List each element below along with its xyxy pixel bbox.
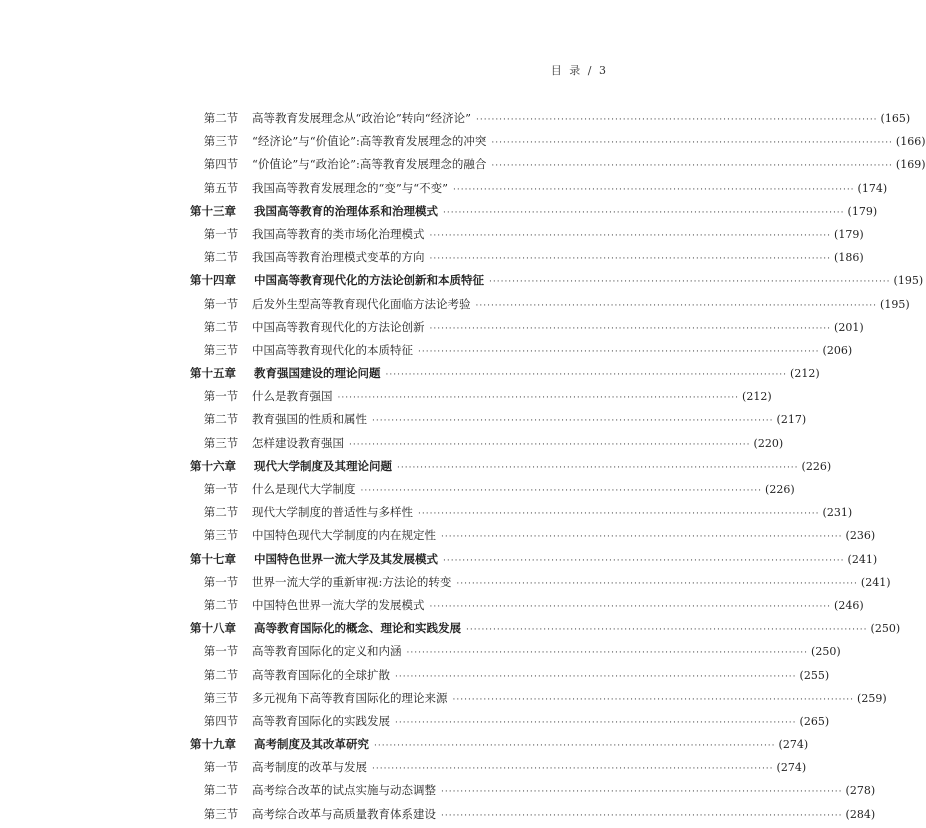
toc-section-row[interactable]: [190, 756, 807, 779]
toc-entry-title: 教育强国的性质和属性: [252, 412, 367, 427]
toc-entry-label: 第一节: [203, 389, 239, 404]
dot-leader: [430, 596, 832, 619]
toc-entry-label: 第三节: [203, 134, 239, 149]
toc-entry-title: 现代大学制度的普适性与多样性: [252, 505, 413, 520]
dot-leader: [349, 434, 751, 457]
toc-entry-label: 第一节: [203, 226, 239, 241]
toc-entry-label: 第二节: [203, 505, 239, 520]
toc-page-number: (165): [880, 112, 911, 125]
toc-section-row[interactable]: [190, 594, 864, 617]
running-header: 目 录 / 3: [550, 64, 608, 77]
toc-page-number: (174): [857, 181, 888, 195]
toc-chapter-row[interactable]: [190, 548, 878, 571]
toc-entry-title: 中国特色世界一流大学的发展模式: [252, 597, 425, 612]
toc-page-number: (217): [776, 413, 807, 427]
toc-page-number: (195): [893, 274, 924, 288]
toc-section-row[interactable]: [190, 130, 926, 153]
toc-section-row[interactable]: [190, 664, 830, 687]
toc-page-number: (186): [834, 251, 864, 265]
dot-leader: [456, 573, 858, 596]
toc-page-number: (179): [847, 204, 878, 218]
toc-entry-title: 高等教育国际化的实践发展: [252, 713, 390, 728]
toc-page-number: (226): [765, 483, 795, 496]
toc-entry-title: 高考综合改革的试点实施与动态调整: [252, 783, 436, 798]
toc-section-row[interactable]: [190, 408, 807, 431]
toc-entry-label: 第三节: [203, 690, 239, 705]
toc-entry-label: 第二节: [203, 667, 239, 682]
table-of-contents: [190, 107, 926, 826]
toc-entry-label: 第二节: [203, 783, 239, 798]
toc-page-number: (179): [834, 227, 864, 241]
toc-section-row[interactable]: [190, 177, 888, 200]
toc-chapter-row[interactable]: [190, 455, 832, 478]
toc-entry-label: 第一节: [203, 296, 239, 311]
toc-entry-title: “价值论”与“政治论”:高等教育发展理念的融合: [252, 157, 487, 172]
toc-page-number: (255): [799, 668, 830, 682]
toc-section-row[interactable]: [190, 293, 910, 316]
toc-section-row[interactable]: [190, 501, 853, 524]
toc-entry-title: 中国高等教育现代化的方法论创新: [252, 319, 425, 334]
toc-section-row[interactable]: [190, 803, 876, 826]
toc-page-number: (246): [834, 598, 864, 612]
toc-page-number: (241): [860, 575, 891, 589]
toc-entry-label: 第十七章: [190, 551, 236, 566]
toc-section-row[interactable]: [190, 640, 841, 663]
toc-entry-title: 怎样建设教育强国: [252, 435, 344, 450]
toc-entry-title: 高等教育国际化的定义和内涵: [252, 644, 402, 659]
dot-leader: [476, 109, 878, 132]
toc-entry-title: 什么是现代大学制度: [252, 482, 356, 496]
toc-entry-label: 第四节: [203, 713, 239, 728]
dot-leader: [453, 179, 855, 202]
toc-entry-label: 第十九章: [190, 737, 236, 752]
toc-section-row[interactable]: [190, 316, 864, 339]
toc-entry-label: 第一节: [203, 760, 239, 775]
toc-entry-label: 第十四章: [190, 273, 236, 288]
dot-leader: [395, 666, 797, 689]
toc-section-row[interactable]: [190, 432, 784, 455]
toc-page-number: (220): [753, 436, 784, 450]
toc-section-row[interactable]: [190, 687, 887, 710]
dot-leader: [489, 271, 891, 294]
toc-section-row[interactable]: [190, 153, 926, 176]
toc-page-number: (265): [799, 714, 830, 728]
toc-section-row[interactable]: [190, 385, 772, 408]
toc-section-row[interactable]: [190, 710, 830, 733]
toc-entry-label: 第十五章: [190, 366, 236, 381]
dot-leader: [407, 642, 809, 665]
toc-entry-title: 中国特色世界一流大学及其发展模式: [254, 551, 438, 566]
toc-page-number: (212): [742, 390, 772, 404]
dot-leader: [430, 318, 832, 341]
dot-leader: [338, 387, 740, 410]
toc-chapter-row[interactable]: [190, 733, 809, 756]
dot-leader: [430, 248, 832, 271]
dot-leader: [361, 480, 763, 503]
toc-entry-label: 第四节: [203, 157, 239, 172]
toc-page-number: (231): [822, 506, 853, 520]
toc-entry-label: 第一节: [203, 574, 239, 589]
toc-entry-label: 第二节: [203, 250, 239, 265]
toc-page-number: (241): [847, 552, 878, 566]
dot-leader: [491, 155, 893, 178]
toc-entry-title: 我国高等教育治理模式变革的方向: [252, 250, 425, 265]
toc-page-number: (284): [845, 807, 876, 821]
dot-leader: [397, 457, 799, 480]
toc-page-number: (274): [776, 761, 807, 775]
toc-entry-label: 第二节: [203, 111, 239, 125]
toc-entry-label: 第三节: [203, 806, 239, 821]
toc-page-number: (250): [870, 622, 901, 636]
toc-section-row[interactable]: [190, 339, 853, 362]
toc-entry-label: 第二节: [203, 412, 239, 427]
toc-page-number: (169): [895, 158, 926, 172]
toc-page-number: (236): [845, 529, 876, 543]
toc-section-row[interactable]: [190, 246, 864, 269]
toc-entry-title: 中国特色现代大学制度的内在规定性: [252, 528, 436, 543]
toc-entry-label: 第二节: [203, 319, 239, 334]
toc-entry-label: 第三节: [203, 342, 239, 357]
toc-entry-title: 高等教育发展理念从“政治论”转向“经济论”: [252, 111, 472, 125]
dot-leader: [476, 295, 878, 318]
toc-entry-label: 第三节: [203, 435, 239, 450]
toc-entry-label: 第三节: [203, 528, 239, 543]
toc-entry-title: 中国高等教育现代化的方法论创新和本质特征: [254, 273, 484, 288]
toc-page-number: (201): [834, 320, 864, 334]
toc-entry-title: 高等教育国际化的全球扩散: [252, 667, 390, 682]
dot-leader: [374, 735, 776, 758]
toc-chapter-row[interactable]: [190, 200, 878, 223]
toc-entry-title: 我国高等教育的类市场化治理模式: [252, 226, 425, 241]
dot-leader: [418, 341, 820, 364]
toc-entry-title: 高考制度的改革与发展: [252, 760, 367, 775]
dot-leader: [491, 132, 893, 155]
dot-leader: [453, 689, 855, 712]
toc-page-number: (250): [811, 645, 841, 659]
toc-page-number: (259): [857, 691, 887, 705]
dot-leader: [441, 805, 843, 828]
toc-page-number: (166): [895, 135, 926, 149]
toc-entry-title: 高考综合改革与高质量教育体系建设: [252, 806, 436, 821]
toc-entry-title: 高考制度及其改革研究: [254, 737, 369, 752]
toc-section-row[interactable]: [190, 107, 911, 130]
toc-page-number: (212): [790, 367, 820, 381]
toc-chapter-row[interactable]: [190, 362, 820, 385]
toc-page-number: (206): [822, 343, 853, 357]
dot-leader: [441, 526, 843, 549]
toc-section-row[interactable]: [190, 571, 891, 594]
dot-leader: [443, 202, 845, 225]
toc-entry-label: 第五节: [203, 180, 239, 195]
toc-section-row[interactable]: [190, 478, 795, 501]
toc-entry-title: 教育强国建设的理论问题: [254, 366, 381, 381]
toc-page-number: (226): [801, 459, 832, 473]
dot-leader: [443, 550, 845, 573]
dot-leader: [372, 410, 774, 433]
toc-section-row[interactable]: [190, 524, 876, 547]
toc-entry-label: 第一节: [203, 482, 239, 496]
toc-section-row[interactable]: [190, 223, 864, 246]
toc-entry-title: 多元视角下高等教育国际化的理论来源: [252, 690, 448, 705]
toc-chapter-row[interactable]: [190, 617, 901, 640]
toc-entry-label: 第二节: [203, 597, 239, 612]
dot-leader: [386, 364, 788, 387]
toc-entry-title: 高等教育国际化的概念、理论和实践发展: [254, 621, 461, 636]
dot-leader: [395, 712, 797, 735]
dot-leader: [372, 758, 774, 781]
toc-page-number: (278): [845, 784, 876, 798]
toc-entry-title: 什么是教育强国: [252, 389, 333, 404]
toc-section-row[interactable]: [190, 779, 876, 802]
toc-entry-title: “经济论”与“价值论”:高等教育发展理念的冲突: [252, 134, 487, 149]
toc-page-number: (195): [880, 297, 910, 311]
dot-leader: [430, 225, 832, 248]
toc-entry-label: 第十八章: [190, 621, 236, 636]
toc-entry-title: 世界一流大学的重新审视:方法论的转变: [252, 574, 452, 589]
toc-entry-title: 现代大学制度及其理论问题: [254, 458, 392, 473]
dot-leader: [441, 781, 843, 804]
toc-entry-label: 第十三章: [190, 203, 236, 218]
toc-entry-title: 我国高等教育发展理念的“变”与“不变”: [252, 180, 449, 195]
toc-entry-title: 中国高等教育现代化的本质特征: [252, 342, 413, 357]
toc-entry-label: 第一节: [203, 644, 239, 659]
toc-entry-title: 后发外生型高等教育现代化面临方法论考验: [252, 296, 471, 311]
toc-chapter-row[interactable]: [190, 269, 924, 292]
dot-leader: [418, 503, 820, 526]
toc-entry-label: 第十六章: [190, 458, 236, 473]
dot-leader: [466, 619, 868, 642]
toc-page-number: (274): [778, 738, 809, 752]
toc-entry-title: 我国高等教育的治理体系和治理模式: [254, 203, 438, 218]
